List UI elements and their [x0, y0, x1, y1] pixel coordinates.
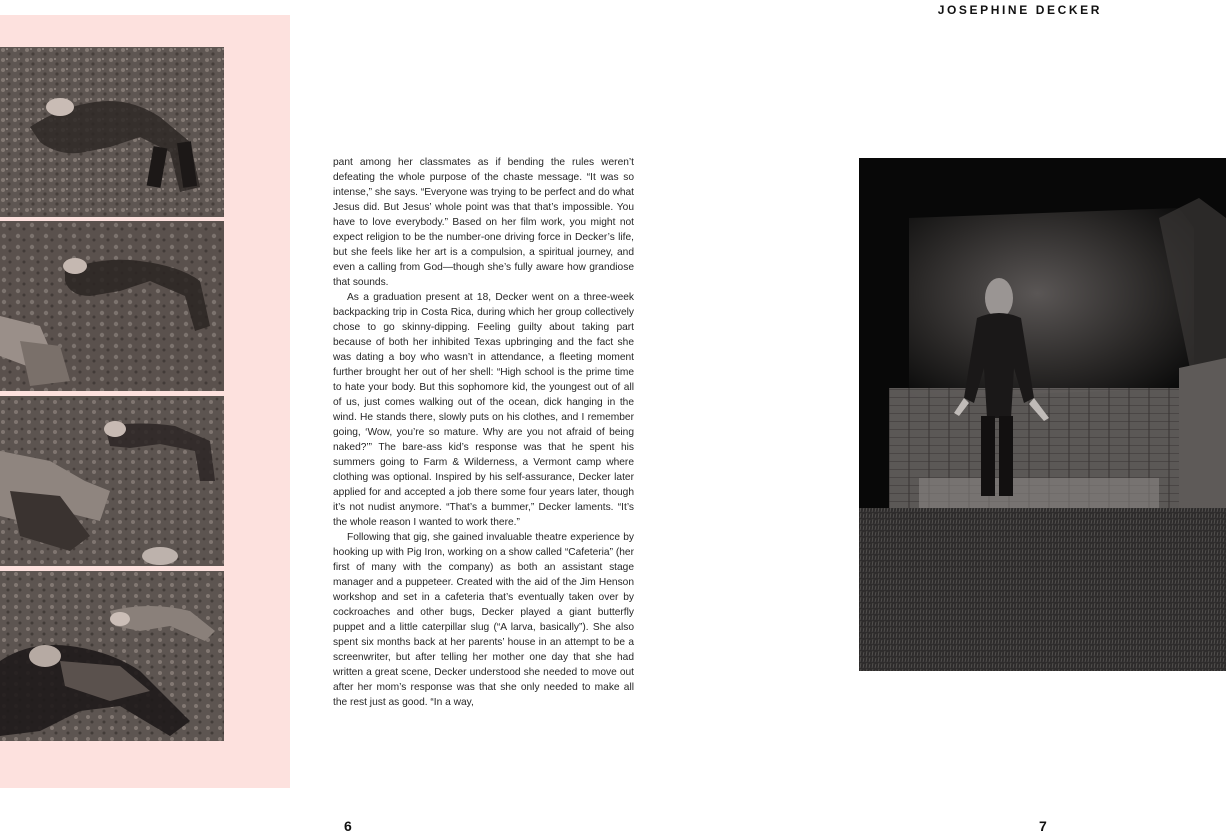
photo-woman-night-wall [859, 158, 1226, 671]
photo-lying-field-3 [0, 396, 224, 566]
article-paragraph-2: As a graduation present at 18, Decker went on a three-week backpacking trip in Costa Rica, during which her group collectively chose to go skinny-dipping. Feeling guilty about taking part because of both her inhibited Texas upbringing and the fact she was dating a boy who wasn’t in attendance, a fleeting moment further brought her out of her shell: “High school is the prime time to hate your body. But this sophomore kid, the youngest out of all of us, just comes walking out of the ocean, dick hanging in the wind. He stands there, slowly puts on his clothes, and I remember going, ‘Wow, you’re so mature. Why are you not afraid of being naked?’” The bare-ass kid’s response was that he spent his summers going to Farm & Wilderness, a Vermont camp where clothing was optional. Inspired by his self-assurance, Decker later applied for and accepted a job there some four years later, though it’s not nudist anymore. “That’s a bummer,” Decker laments. “It’s the whole reason I wanted to work there.” [333, 292, 634, 528]
photo-lying-field-2 [0, 221, 224, 391]
photo-lying-field-1 [0, 47, 224, 217]
running-header-title: JOSEPHINE DECKER [937, 3, 1102, 17]
page-number-right: 7 [1039, 818, 1047, 834]
photo-lying-field-4 [0, 571, 224, 741]
article-paragraph-3: Following that gig, she gained invaluable theatre experience by hooking up with Pig Iron, working on a show called “Cafeteria” (her first of many with the company) as both an assistant stage manager and a puppeteer. Created with the aid of the Jim Henson workshop and set in a cafeteria that’s eventually taken over by cockroaches and other bugs, Decker played a giant butterfly puppet and a little caterpillar slug (“A larva, basically”). She also spent six months back at her parents’ house in an attempt to be a screenwriter, but after telling her mother one day that she had written a great scene, Decker understood she needed to move out after her mom’s response was that she only needed to make all the rest just as good. “In a way, [333, 532, 634, 708]
page-number-left: 6 [344, 818, 352, 834]
article-paragraph-1: pant among her classmates as if bending the rules weren’t defeating the whole purpose of the chaste message. “It was so intense,” she says. “Everyone was trying to be perfect and do what Jesus did. But Jesus’ whole point was that that’s impossible. You have to love everybody.” Based on her film work, you might not expect religion to be the number-one driving force in Decker’s life, but she feels like her art is a compulsion, a spiritual journey, and even a calling from God—though she’s fully aware how grandiose that sounds. [333, 157, 634, 288]
article-body [333, 155, 634, 710]
